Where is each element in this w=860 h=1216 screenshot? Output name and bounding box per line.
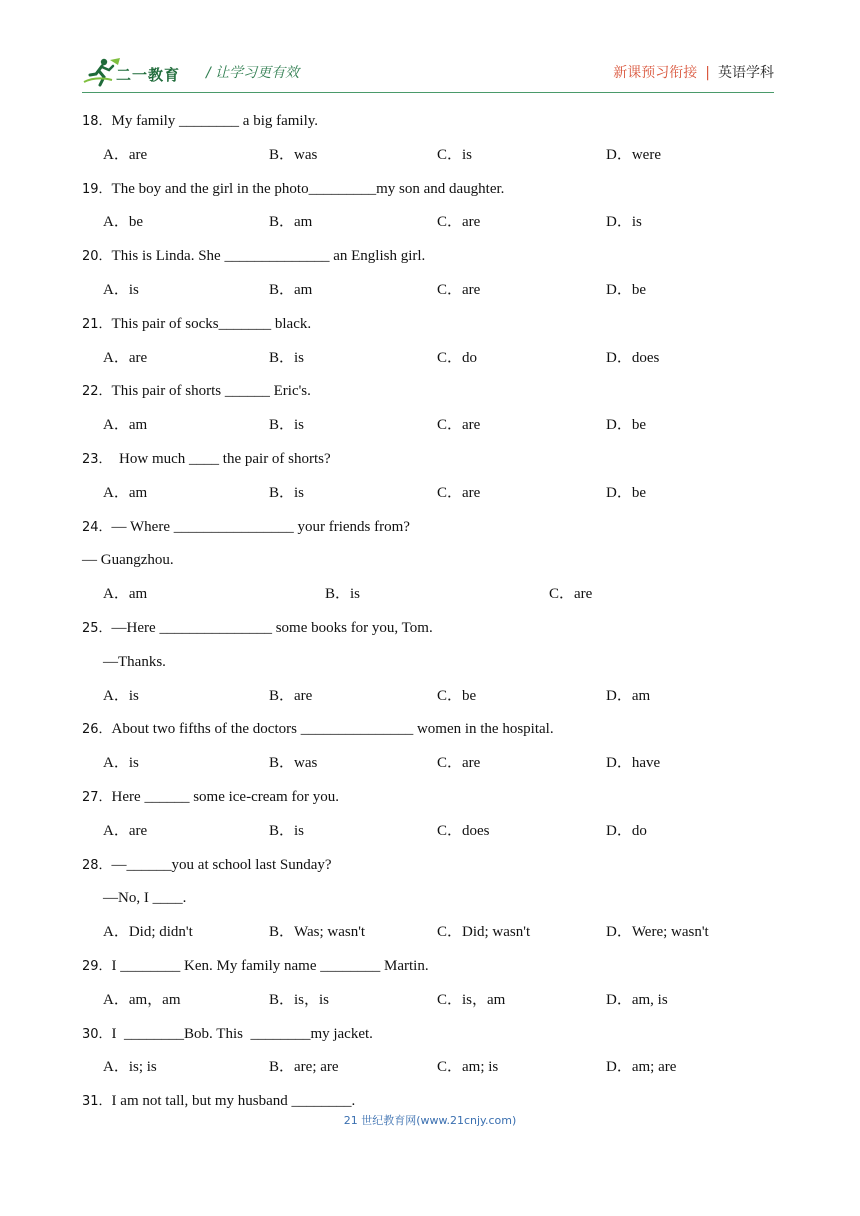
header-separator: | xyxy=(705,65,710,81)
answer-options xyxy=(82,747,774,781)
header-subject: 英语学科 xyxy=(718,65,774,81)
question-text: How much ____ the pair of shorts? xyxy=(111,450,331,467)
option-a: A．is xyxy=(103,755,139,772)
question-text: About two fifths of the doctors _______________ women in the hospital. xyxy=(111,721,554,738)
question-number: 31． xyxy=(82,1094,112,1110)
question-text: This pair of socks_______ black. xyxy=(111,315,312,332)
dialogue-text: — Guangzhou. xyxy=(82,552,174,569)
answer-options xyxy=(82,578,774,612)
header-slogan: / 让学习更有效 xyxy=(206,65,300,81)
option-d: D．am xyxy=(606,687,651,704)
page-header xyxy=(82,54,774,90)
question-stem xyxy=(82,1018,774,1052)
option-b: B．was xyxy=(269,146,318,163)
question-number: 19． xyxy=(82,181,112,197)
option-a: A．are xyxy=(103,146,148,163)
option-d: D．be xyxy=(606,281,646,298)
question-number: 18． xyxy=(82,114,112,129)
dialogue-line xyxy=(82,544,774,578)
option-a: A．am xyxy=(103,417,148,434)
option-b: B．is xyxy=(269,484,305,501)
option-a: A．is xyxy=(103,281,139,298)
question-number: 23． xyxy=(82,451,112,467)
option-c: C．Did; wasn't xyxy=(437,924,531,941)
question-text: I am not tall, but my husband ________. xyxy=(111,1093,356,1110)
option-d: D．be xyxy=(606,417,646,434)
answer-options xyxy=(82,206,774,240)
dialogue-text: —Thanks. xyxy=(103,653,166,670)
option-a: A．am，am xyxy=(103,991,181,1008)
answer-options xyxy=(82,815,774,849)
logo-text: 二一教育 xyxy=(116,66,181,84)
option-d: D．am; are xyxy=(606,1059,677,1076)
question-stem xyxy=(82,849,774,883)
option-d: D．be xyxy=(606,484,646,501)
question-text: —Here _______________ some books for you, Tom. xyxy=(111,619,433,636)
question-number: 20． xyxy=(82,249,112,265)
option-c: C．are xyxy=(437,281,481,298)
option-b: B．are xyxy=(269,687,313,704)
question-text: — Where ________________ your friends from? xyxy=(111,518,410,535)
option-c: C．are xyxy=(437,755,481,772)
option-c: C．are xyxy=(549,586,593,603)
question-number: 22． xyxy=(82,384,112,400)
question-text: I ________ Ken. My family name ________ Martin. xyxy=(111,957,429,974)
option-b: B．was xyxy=(269,755,318,772)
question-number: 29． xyxy=(82,958,112,974)
option-a: A．is xyxy=(103,687,139,704)
option-b: B．is xyxy=(269,349,305,366)
option-b: B．am xyxy=(269,214,313,231)
option-a: A．am xyxy=(103,484,148,501)
option-a: A．am xyxy=(103,586,148,603)
option-c: C．do xyxy=(437,349,478,366)
option-c: C．am; is xyxy=(437,1059,499,1076)
option-c: C．does xyxy=(437,822,490,839)
header-divider xyxy=(82,92,774,93)
answer-options xyxy=(82,274,774,308)
question-text: The boy and the girl in the photo_________my son and daughter. xyxy=(111,180,505,197)
header-right xyxy=(613,62,774,82)
option-d: D．does xyxy=(606,349,660,366)
question-stem xyxy=(82,950,774,984)
question-stem xyxy=(82,511,774,545)
question-text: This pair of shorts ______ Eric's. xyxy=(111,383,311,400)
question-stem xyxy=(82,713,774,747)
answer-options xyxy=(82,342,774,376)
dialogue-text: —No, I ____. xyxy=(103,890,187,907)
option-b: B．am xyxy=(269,281,313,298)
option-d: D．have xyxy=(606,755,661,772)
answer-options xyxy=(82,477,774,511)
option-b: B．are; are xyxy=(269,1059,339,1076)
answer-options xyxy=(82,916,774,950)
option-c: C．are xyxy=(437,214,481,231)
dialogue-line xyxy=(82,646,774,680)
option-d: D．do xyxy=(606,822,647,839)
question-number: 30． xyxy=(82,1026,112,1042)
question-text: This is Linda. She ______________ an English girl. xyxy=(111,248,426,265)
answer-options xyxy=(82,139,774,173)
option-c: C．be xyxy=(437,687,477,704)
question-number: 27． xyxy=(82,789,112,805)
question-number: 28． xyxy=(82,857,112,873)
option-a: A．be xyxy=(103,214,143,231)
answer-options xyxy=(82,680,774,714)
question-stem xyxy=(82,781,774,815)
question-stem xyxy=(82,375,774,409)
answer-options xyxy=(82,984,774,1018)
option-d: D．is xyxy=(606,214,642,231)
option-b: B．is xyxy=(269,417,305,434)
question-number: 21． xyxy=(82,316,112,332)
question-text: My family ________ a big family. xyxy=(111,113,319,129)
option-c: C．is，am xyxy=(437,991,506,1008)
answer-options xyxy=(82,1051,774,1085)
dialogue-line xyxy=(82,882,774,916)
option-c: C．are xyxy=(437,484,481,501)
option-c: C．is xyxy=(437,146,473,163)
question-stem xyxy=(82,173,774,207)
question-stem xyxy=(82,612,774,646)
question-list xyxy=(82,105,774,1119)
option-b: B．is xyxy=(269,822,305,839)
option-d: D．were xyxy=(606,146,661,163)
question-number: 26． xyxy=(82,722,112,738)
answer-options xyxy=(82,409,774,443)
question-stem xyxy=(82,240,774,274)
header-course-label: 新课预习衔接 xyxy=(613,65,698,81)
question-stem xyxy=(82,443,774,477)
option-a: A．is; is xyxy=(103,1059,157,1076)
question-stem xyxy=(82,105,774,139)
question-text: Here ______ some ice-cream for you. xyxy=(111,788,339,805)
option-a: A．Did; didn't xyxy=(103,924,193,941)
question-text: —______you at school last Sunday? xyxy=(111,856,332,873)
question-number: 25． xyxy=(82,620,112,636)
page-footer: 21 世纪教育网(www.21cnjy.com) xyxy=(343,1114,517,1127)
option-a: A．are xyxy=(103,822,148,839)
option-d: D．Were; wasn't xyxy=(606,924,709,941)
option-b: B．Was; wasn't xyxy=(269,924,366,941)
option-b: B．is xyxy=(325,586,361,603)
option-a: A．are xyxy=(103,349,148,366)
option-d: D．am, is xyxy=(606,991,668,1008)
logo xyxy=(82,56,194,88)
question-text: I ________Bob. This ________my jacket. xyxy=(111,1025,373,1042)
option-b: B．is，is xyxy=(269,991,330,1008)
question-stem xyxy=(82,308,774,342)
option-c: C．are xyxy=(437,417,481,434)
question-number: 24． xyxy=(82,519,112,535)
